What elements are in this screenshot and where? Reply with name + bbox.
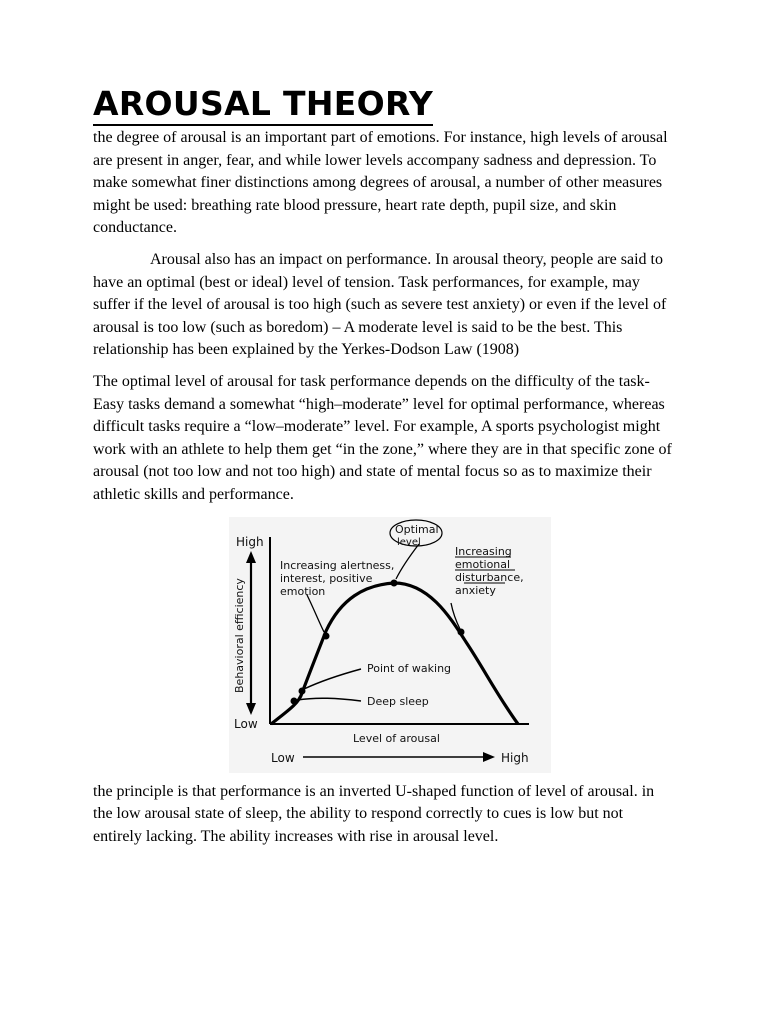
right-note-line3: disturbance, [455,570,524,584]
deep-sleep-label: Deep sleep [367,694,429,708]
point-of-waking-label: Point of waking [367,661,452,675]
curve-point-deep-sleep [291,697,298,704]
inverted-u-diagram [229,517,551,773]
y-axis-title: Behavioral efficiency [233,577,246,693]
yerkes-dodson-figure [229,517,551,773]
right-note-line1: Increasing [455,544,512,558]
document-page [93,84,675,848]
paragraph-optimal-level: The optimal level of arousal for task performance depends on the difficulty of the task- Easy tasks demand a somewhat “high–moderate” level for optimal performance, whereas difficult tasks require a “low–moderate” level. For example, A sports psychologist might work with an athlete to help them get “in the zone,” where they are in that specific zone of arousal (not too low and not too high) and state of mental focus so as to maximize their athletic skills and performance. [93,372,672,503]
page-title: AROUSAL THEORY [93,84,433,126]
curve-point-alertness [323,632,330,639]
x-axis-low-label: Low [271,750,295,765]
optimal-label-line1: Optimal [395,522,439,536]
curve-point-optimal [391,579,398,586]
optimal-label-line2: level [397,536,421,548]
right-note-line2: emotional [455,557,511,571]
x-axis-title: Level of arousal [353,731,440,745]
curve-point-anxiety [458,628,465,635]
paragraph-inverted-u-principle: the principle is that performance is an inverted U-shaped function of level of arousal. in the low arousal state of sleep, the ability to respond correctly to cues is low but not entirely lacking. The ability increases with rise in arousal level. [93,782,655,845]
y-axis-high-label: High [236,534,264,549]
paragraph-arousal-performance: Arousal also has an impact on performance. In arousal theory, people are said to have an optimal (best or ideal) level of tension. Task performances, for example, may suffer if the level of arousal is too high (such as severe test anxiety) or even if the level of arousal is too low (such as boredom) – A moderate level is said to be the best. This relationship has been explained by the Yerkes-Dodson Law (1908) [93,250,667,359]
left-note-line3: emotion [280,584,326,598]
y-axis-low-label: Low [234,716,258,731]
left-note-line2: interest, positive [280,571,373,585]
left-note-line1: Increasing alertness, [280,558,395,572]
right-note-line4: anxiety [455,583,496,597]
paragraph-arousal-emotions: the degree of arousal is an important part of emotions. For instance, high levels of arousal are present in anger, fear, and while lower levels accompany sadness and depression. To make somewhat finer distinctions among degrees of arousal, a number of other measures might be used: breathing rate blood pressure, heart rate depth, pupil size, and skin conductance. [93,129,668,237]
x-axis-high-label: High [501,750,529,765]
